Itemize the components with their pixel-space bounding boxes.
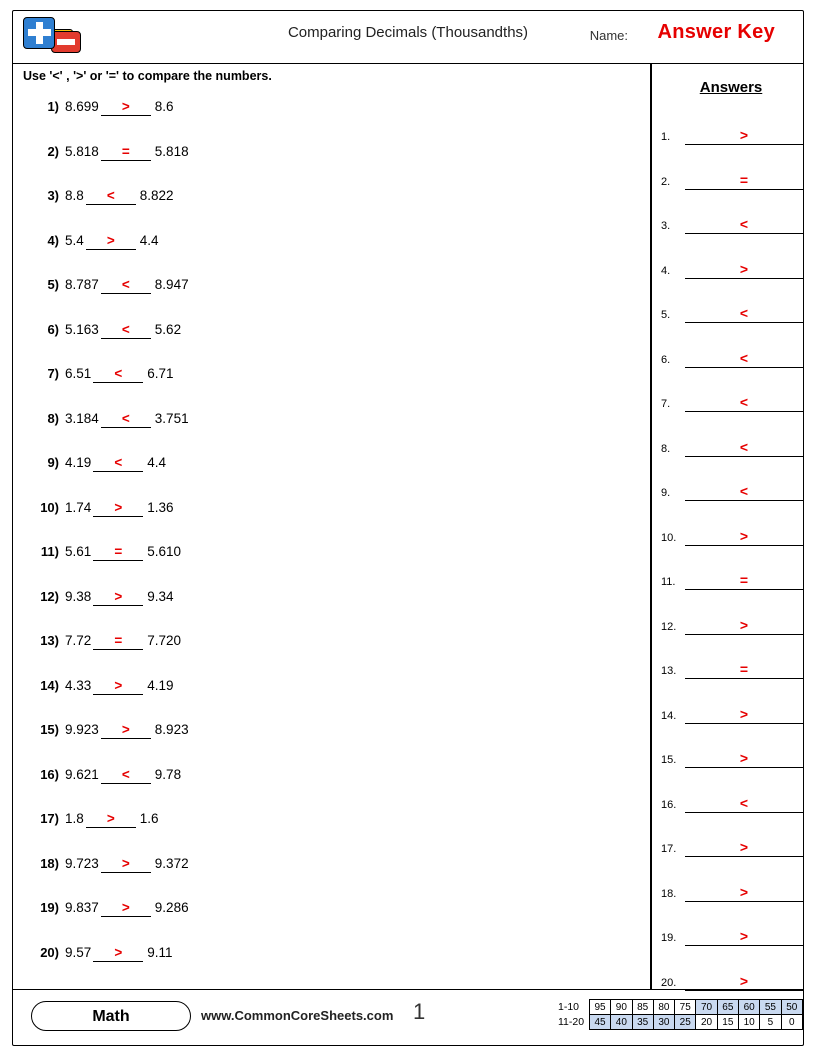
- right-value: 9.34: [147, 588, 174, 604]
- left-value: 5.163: [65, 321, 99, 337]
- right-value: 9.11: [147, 944, 173, 960]
- answer-blank[interactable]: >: [685, 528, 803, 546]
- problem-number: 19): [40, 900, 59, 915]
- footer-divider: [13, 989, 803, 990]
- answer-number: 5.: [661, 309, 671, 321]
- comparison-blank[interactable]: >: [101, 722, 151, 739]
- left-value: 6.51: [65, 366, 92, 381]
- score-cell: 30: [653, 1015, 674, 1030]
- problem-row: [13, 803, 643, 848]
- right-value: 5.62: [154, 321, 182, 337]
- right-value: 8.822: [139, 188, 174, 203]
- answer-blank[interactable]: >: [685, 973, 803, 991]
- answer-number: 4.: [661, 264, 671, 277]
- comparison-blank[interactable]: <: [101, 767, 151, 784]
- left-value: 9.57: [65, 944, 92, 960]
- problem-row: [13, 358, 643, 403]
- score-cell: 35: [632, 1015, 653, 1030]
- problem-row: [13, 269, 643, 314]
- answer-number: 7.: [661, 398, 671, 410]
- problem-row: [13, 136, 643, 181]
- problem-row: [13, 225, 643, 270]
- name-label: Name:: [589, 28, 628, 43]
- left-value: 4.33: [65, 677, 92, 693]
- problem-number: 18): [40, 855, 59, 871]
- left-value: 9.38: [65, 588, 92, 604]
- left-value: 1.8: [65, 811, 84, 826]
- answer-number: 15.: [661, 754, 677, 766]
- answer-blank[interactable]: =: [685, 572, 803, 590]
- answer-row: [659, 955, 803, 1000]
- score-cell: 65: [717, 1000, 738, 1015]
- problem-number: 12): [40, 588, 59, 604]
- answer-number: 12.: [661, 620, 677, 633]
- answer-row: [659, 910, 803, 955]
- column-divider: [650, 64, 652, 989]
- left-value: 9.723: [65, 855, 99, 871]
- problem-number: 2): [47, 143, 59, 159]
- comparison-blank[interactable]: <: [93, 366, 143, 383]
- score-cell: 80: [653, 1000, 674, 1015]
- left-value: 7.72: [65, 633, 92, 648]
- answer-row: [659, 554, 803, 599]
- score-row-label: 1-10: [558, 1001, 580, 1013]
- header-divider: [13, 63, 803, 64]
- answer-blank[interactable]: <: [685, 483, 803, 501]
- answer-blank[interactable]: <: [685, 439, 803, 457]
- right-value: 4.4: [139, 232, 159, 248]
- answer-row: [659, 643, 803, 688]
- answer-number: 8.: [661, 442, 671, 455]
- answer-number: 1.: [661, 131, 671, 143]
- page-number: 1: [413, 999, 426, 1024]
- right-value: 1.36: [147, 499, 174, 515]
- right-value: 4.4: [147, 455, 167, 470]
- comparison-blank[interactable]: <: [101, 322, 151, 339]
- right-value: 4.19: [147, 677, 174, 693]
- answer-row: [659, 777, 803, 822]
- answer-number: 20.: [661, 976, 677, 989]
- problem-number: 4): [47, 232, 59, 248]
- left-value: 8.787: [65, 277, 99, 292]
- left-value: 8.8: [65, 188, 84, 203]
- answer-row: [659, 821, 803, 866]
- problem-number: 14): [40, 677, 59, 693]
- problem-list: [13, 91, 643, 981]
- left-value: 5.61: [65, 544, 92, 559]
- right-value: 9.286: [154, 900, 189, 915]
- answers-heading: Answers: [699, 79, 763, 96]
- right-value: 9.372: [154, 855, 189, 871]
- right-value: 7.720: [147, 633, 182, 648]
- answer-row: [659, 198, 803, 243]
- score-cell: 40: [611, 1015, 632, 1030]
- answer-row: [659, 154, 803, 199]
- answer-number: 3.: [661, 220, 671, 232]
- comparison-blank[interactable]: >: [86, 233, 136, 250]
- answer-number: 11.: [661, 576, 676, 588]
- answer-blank[interactable]: >: [685, 750, 803, 768]
- answer-number: 6.: [661, 353, 671, 366]
- score-cell: 75: [675, 1000, 696, 1015]
- score-cell: 55: [760, 1000, 781, 1015]
- answer-blank[interactable]: <: [685, 394, 803, 412]
- right-value: 5.610: [147, 544, 182, 559]
- answer-blank[interactable]: >: [685, 617, 803, 635]
- worksheet-header: [13, 11, 803, 63]
- answer-blank[interactable]: <: [685, 350, 803, 368]
- comparison-blank[interactable]: =: [101, 144, 151, 161]
- score-cell: 10: [738, 1015, 759, 1030]
- problem-row: [13, 447, 643, 492]
- score-cell: 85: [632, 1000, 653, 1015]
- score-cell: 60: [738, 1000, 759, 1015]
- answer-blank[interactable]: >: [685, 261, 803, 279]
- right-value: 1.6: [139, 811, 159, 826]
- problem-row: [13, 625, 643, 670]
- answer-number: 13.: [661, 665, 677, 677]
- answer-row: [659, 376, 803, 421]
- answer-row: [659, 109, 803, 154]
- answer-list: [659, 109, 803, 999]
- problem-number: 3): [47, 188, 59, 203]
- answer-row: [659, 732, 803, 777]
- score-cell: 5: [760, 1015, 781, 1030]
- problem-number: 7): [47, 366, 59, 381]
- answer-row: [659, 510, 803, 555]
- right-value: 3.751: [154, 410, 189, 426]
- comparison-blank[interactable]: <: [86, 188, 136, 205]
- answer-blank[interactable]: =: [685, 172, 803, 190]
- answer-blank[interactable]: >: [685, 928, 803, 946]
- score-row: [558, 1000, 803, 1015]
- answer-row: [659, 332, 803, 377]
- answer-number: 9.: [661, 487, 671, 499]
- problem-number: 13): [40, 633, 59, 648]
- answer-blank[interactable]: <: [685, 305, 803, 323]
- page-title: Comparing Decimals (Thousandths): [287, 24, 529, 41]
- answer-row: [659, 465, 803, 510]
- answer-blank[interactable]: <: [685, 216, 803, 234]
- left-value: 1.74: [65, 499, 92, 515]
- problem-row: [13, 314, 643, 359]
- answer-row: [659, 421, 803, 466]
- score-cell: 95: [589, 1000, 610, 1015]
- problem-row: [13, 492, 643, 537]
- score-row: [558, 1015, 803, 1030]
- right-value: 8.947: [154, 277, 189, 292]
- answer-number: 16.: [661, 798, 677, 811]
- right-value: 8.6: [154, 99, 174, 114]
- left-value: 9.837: [65, 900, 99, 915]
- comparison-blank[interactable]: <: [101, 277, 151, 294]
- score-row-label: 11-20: [558, 1016, 585, 1028]
- score-cell: 15: [717, 1015, 738, 1030]
- answer-row: [659, 688, 803, 733]
- problem-number: 20): [40, 944, 59, 960]
- problem-row: [13, 403, 643, 448]
- score-cell: 20: [696, 1015, 717, 1030]
- score-cell: 45: [589, 1015, 610, 1030]
- comparison-blank[interactable]: >: [93, 589, 143, 606]
- score-cell: 50: [781, 1000, 802, 1015]
- comparison-blank[interactable]: =: [93, 633, 143, 650]
- comparison-blank[interactable]: >: [93, 678, 143, 695]
- answer-number: 14.: [661, 709, 677, 722]
- comparison-blank[interactable]: =: [93, 544, 143, 561]
- left-value: 5.818: [65, 143, 99, 159]
- right-value: 5.818: [154, 143, 189, 159]
- comparison-blank[interactable]: >: [86, 811, 136, 828]
- score-cell: 25: [675, 1015, 696, 1030]
- problem-row: [13, 937, 643, 982]
- answer-blank[interactable]: >: [685, 706, 803, 724]
- score-table: [558, 999, 803, 1030]
- problem-row: [13, 892, 643, 937]
- website-url: www.CommonCoreSheets.com: [201, 1008, 394, 1023]
- comparison-blank[interactable]: >: [93, 500, 143, 517]
- left-value: 9.621: [65, 766, 99, 782]
- problem-number: 15): [40, 722, 59, 737]
- instructions-text: Use '<' , '>' or '=' to compare the numbers.: [23, 69, 272, 83]
- comparison-blank[interactable]: <: [93, 455, 143, 472]
- comparison-blank[interactable]: <: [101, 411, 151, 428]
- comparison-blank[interactable]: >: [93, 945, 143, 962]
- answer-blank[interactable]: >: [685, 127, 803, 145]
- left-value: 9.923: [65, 722, 99, 737]
- answer-number: 19.: [661, 932, 677, 944]
- left-value: 4.19: [65, 455, 92, 470]
- problem-number: 9): [47, 455, 59, 470]
- score-cell: 70: [696, 1000, 717, 1015]
- answer-blank[interactable]: >: [685, 839, 803, 857]
- worksheet-page: [12, 10, 804, 1046]
- left-value: 5.4: [65, 232, 84, 248]
- problem-row: [13, 91, 643, 136]
- problem-number: 5): [47, 277, 59, 292]
- right-value: 8.923: [154, 722, 189, 737]
- answer-key-badge: Answer Key: [657, 21, 775, 43]
- problem-number: 1): [47, 99, 59, 114]
- comparison-blank[interactable]: >: [101, 900, 151, 917]
- answer-row: [659, 866, 803, 911]
- comparison-blank[interactable]: >: [101, 856, 151, 873]
- score-cell: 0: [781, 1015, 802, 1030]
- problem-row: [13, 180, 643, 225]
- left-value: 3.184: [65, 410, 99, 426]
- score-cell: 90: [611, 1000, 632, 1015]
- right-value: 9.78: [154, 766, 182, 782]
- problem-number: 6): [47, 321, 59, 337]
- problem-number: 10): [40, 499, 59, 515]
- problem-row: [13, 536, 643, 581]
- answer-blank[interactable]: >: [685, 884, 803, 902]
- problem-row: [13, 759, 643, 804]
- problem-number: 17): [40, 811, 59, 826]
- answer-row: [659, 599, 803, 644]
- problem-row: [13, 714, 643, 759]
- problem-row: [13, 848, 643, 893]
- answer-number: 2.: [661, 175, 671, 188]
- problem-number: 16): [40, 766, 59, 782]
- left-value: 8.699: [65, 99, 99, 114]
- answer-number: 17.: [661, 843, 677, 855]
- answer-number: 10.: [661, 531, 677, 544]
- problem-row: [13, 581, 643, 626]
- answer-row: [659, 287, 803, 332]
- answer-blank[interactable]: =: [685, 661, 803, 679]
- problem-row: [13, 670, 643, 715]
- answer-number: 18.: [661, 887, 677, 900]
- comparison-blank[interactable]: >: [101, 99, 151, 116]
- answer-row: [659, 243, 803, 288]
- right-value: 6.71: [147, 366, 174, 381]
- problem-number: 11): [40, 544, 59, 559]
- answer-blank[interactable]: <: [685, 795, 803, 813]
- problem-number: 8): [47, 410, 59, 426]
- subject-badge: Math: [31, 1001, 191, 1031]
